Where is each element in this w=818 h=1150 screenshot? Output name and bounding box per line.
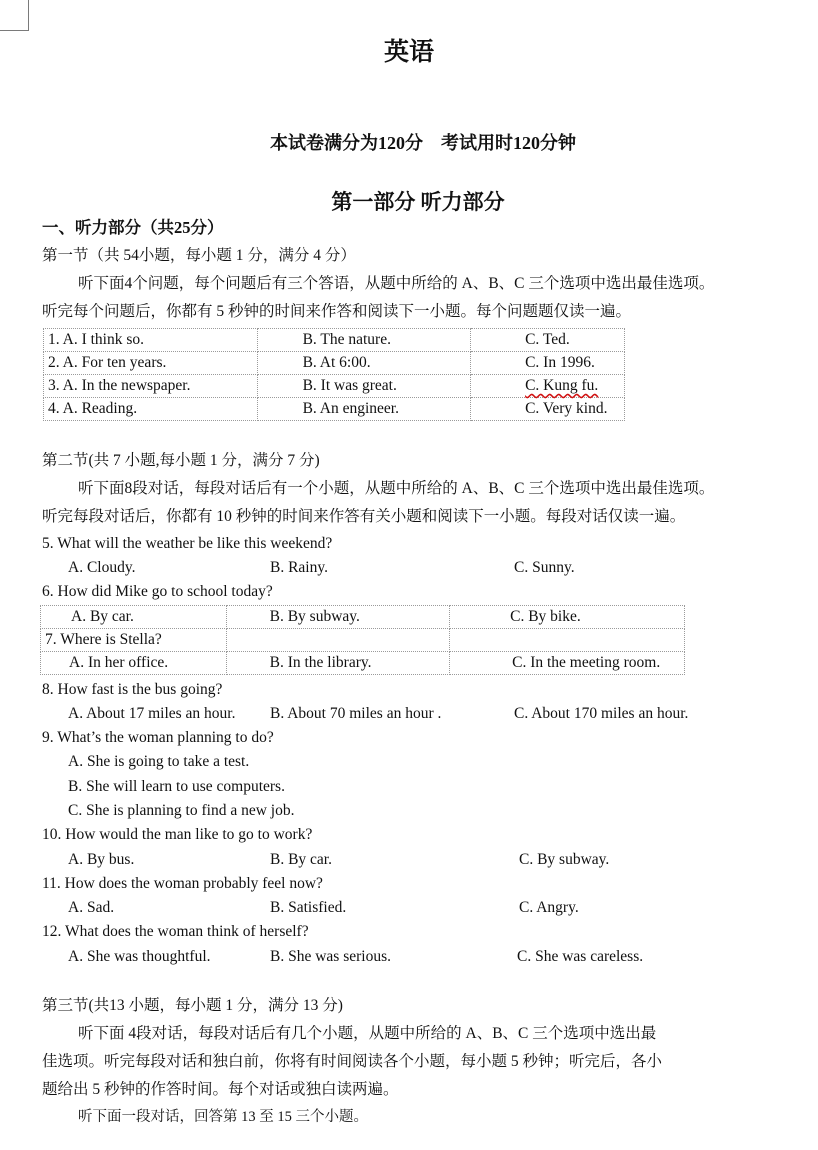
option-c: C. Very kind.: [471, 398, 625, 421]
question-8: 8. How fast is the bus going?: [42, 681, 223, 698]
option-b: B. The nature.: [257, 329, 471, 352]
sec3-heading: 第三节(共13 小题，每小题 1 分，满分 13 分): [42, 997, 343, 1014]
sec2-instruction-2: 听完每段对话后，你都有 10 秒钟的时间来作答有关小题和阅读下一小题。每段对话仅读一遍。: [42, 508, 686, 525]
option-b: B. At 6:00.: [257, 352, 471, 375]
question-6: 6. How did Mike go to school today?: [42, 583, 273, 600]
q7-option-a: A. In her office.: [41, 652, 227, 675]
q11-option-b: B. Satisfied.: [270, 899, 347, 916]
q9-option-b: B. She will learn to use computers.: [68, 778, 285, 795]
q6-option-b: B. By subway.: [226, 606, 450, 629]
q5-option-b: B. Rainy.: [270, 559, 328, 576]
q11-option-a: A. Sad.: [68, 899, 115, 916]
empty-cell: [226, 629, 450, 652]
option-c: C. Kung fu.: [525, 377, 599, 394]
sec3-instruction-3: 题给出 5 秒钟的作答时间。每个对话或独白读两遍。: [42, 1081, 399, 1098]
q8-option-a: A. About 17 miles an hour.: [68, 705, 236, 722]
sec1-instruction-2: 听完每个问题后，你都有 5 秒钟的时间来作答和阅读下一小题。每个问题题仅读一遍。: [42, 303, 632, 320]
option-b: B. It was great.: [257, 375, 471, 398]
q12-option-c: C. She was careless.: [517, 948, 644, 965]
sec3-instruction-4: 听下面一段对话，回答第 13 至 15 三个小题。: [78, 1109, 368, 1125]
sec3-instruction-1: 听下面 4段对话，每段对话后有几个小题，从题中所给的 A、B、C 三个选项中选出最: [78, 1025, 657, 1042]
q8-option-b: B. About 70 miles an hour .: [270, 705, 442, 722]
sec2-instruction-1: 听下面8段对话，每段对话后有一个小题，从题中所给的 A、B、C 三个选项中选出最佳选项。: [78, 480, 715, 497]
sec3-instruction-2: 佳选项。听完每段对话和独白前，你将有时间阅读各个小题，每小题 5 秒钟；听完后，各小: [42, 1053, 663, 1070]
q7-option-c: C. In the meeting room.: [450, 652, 685, 675]
question-9: 9. What’s the woman planning to do?: [42, 729, 274, 746]
option-a: 1. A. I think so.: [44, 329, 258, 352]
sec1-instruction-1: 听下面4个问题，每个问题后有三个答语，从题中所给的 A、B、C 三个选项中选出最佳选项。: [78, 275, 715, 292]
q10-option-c: C. By subway.: [519, 851, 610, 868]
table-row: [41, 629, 685, 652]
exam-info: 本试卷满分为120分 考试用时120分钟: [270, 133, 576, 153]
sec2-heading: 第二节(共 7 小题,每小题 1 分，满分 7 分): [42, 452, 320, 469]
sec1-options-table: [43, 328, 625, 421]
option-a: 3. A. In the newspaper.: [44, 375, 258, 398]
option-a: 4. A. Reading.: [44, 398, 258, 421]
page-corner-mark: [0, 0, 29, 31]
q5-option-c: C. Sunny.: [514, 559, 575, 576]
option-c: C. In 1996.: [471, 352, 625, 375]
q5-option-a: A. Cloudy.: [68, 559, 136, 576]
question-12: 12. What does the woman think of herself?: [42, 923, 309, 940]
question-5: 5. What will the weather be like this weekend?: [42, 535, 333, 552]
question-7: 7. Where is Stella?: [41, 629, 227, 652]
page-title: 英语: [383, 39, 434, 66]
question-10: 10. How would the man like to go to work?: [42, 826, 313, 843]
table-row: [41, 652, 685, 675]
part-one-title: 第一部分 听力部分: [331, 190, 505, 214]
empty-cell: [450, 629, 685, 652]
option-b: B. An engineer.: [257, 398, 471, 421]
q10-option-b: B. By car.: [270, 851, 332, 868]
sec1-heading: 第一节（共 54小题，每小题 1 分，满分 4 分）: [42, 247, 356, 264]
option-a: 2. A. For ten years.: [44, 352, 258, 375]
q6-q7-table: [40, 605, 685, 675]
q7-option-b: B. In the library.: [226, 652, 450, 675]
question-11: 11. How does the woman probably feel now?: [42, 875, 323, 892]
q9-option-a: A. She is going to take a test.: [68, 753, 250, 770]
q6-option-a: A. By car.: [41, 606, 227, 629]
q9-option-c: C. She is planning to find a new job.: [68, 802, 295, 819]
table-row: [41, 606, 685, 629]
q8-option-c: C. About 170 miles an hour.: [514, 705, 689, 722]
q12-option-a: A. She was thoughtful.: [68, 948, 211, 965]
table-row: [44, 375, 625, 398]
section-one-heading: 一、听力部分（共25分）: [42, 218, 224, 237]
q12-option-b: B. She was serious.: [270, 948, 391, 965]
option-c: C. Ted.: [471, 329, 625, 352]
table-row: [44, 398, 625, 421]
q10-option-a: A. By bus.: [68, 851, 135, 868]
table-row: [44, 329, 625, 352]
q6-option-c: C. By bike.: [450, 606, 685, 629]
q11-option-c: C. Angry.: [519, 899, 579, 916]
table-row: [44, 352, 625, 375]
